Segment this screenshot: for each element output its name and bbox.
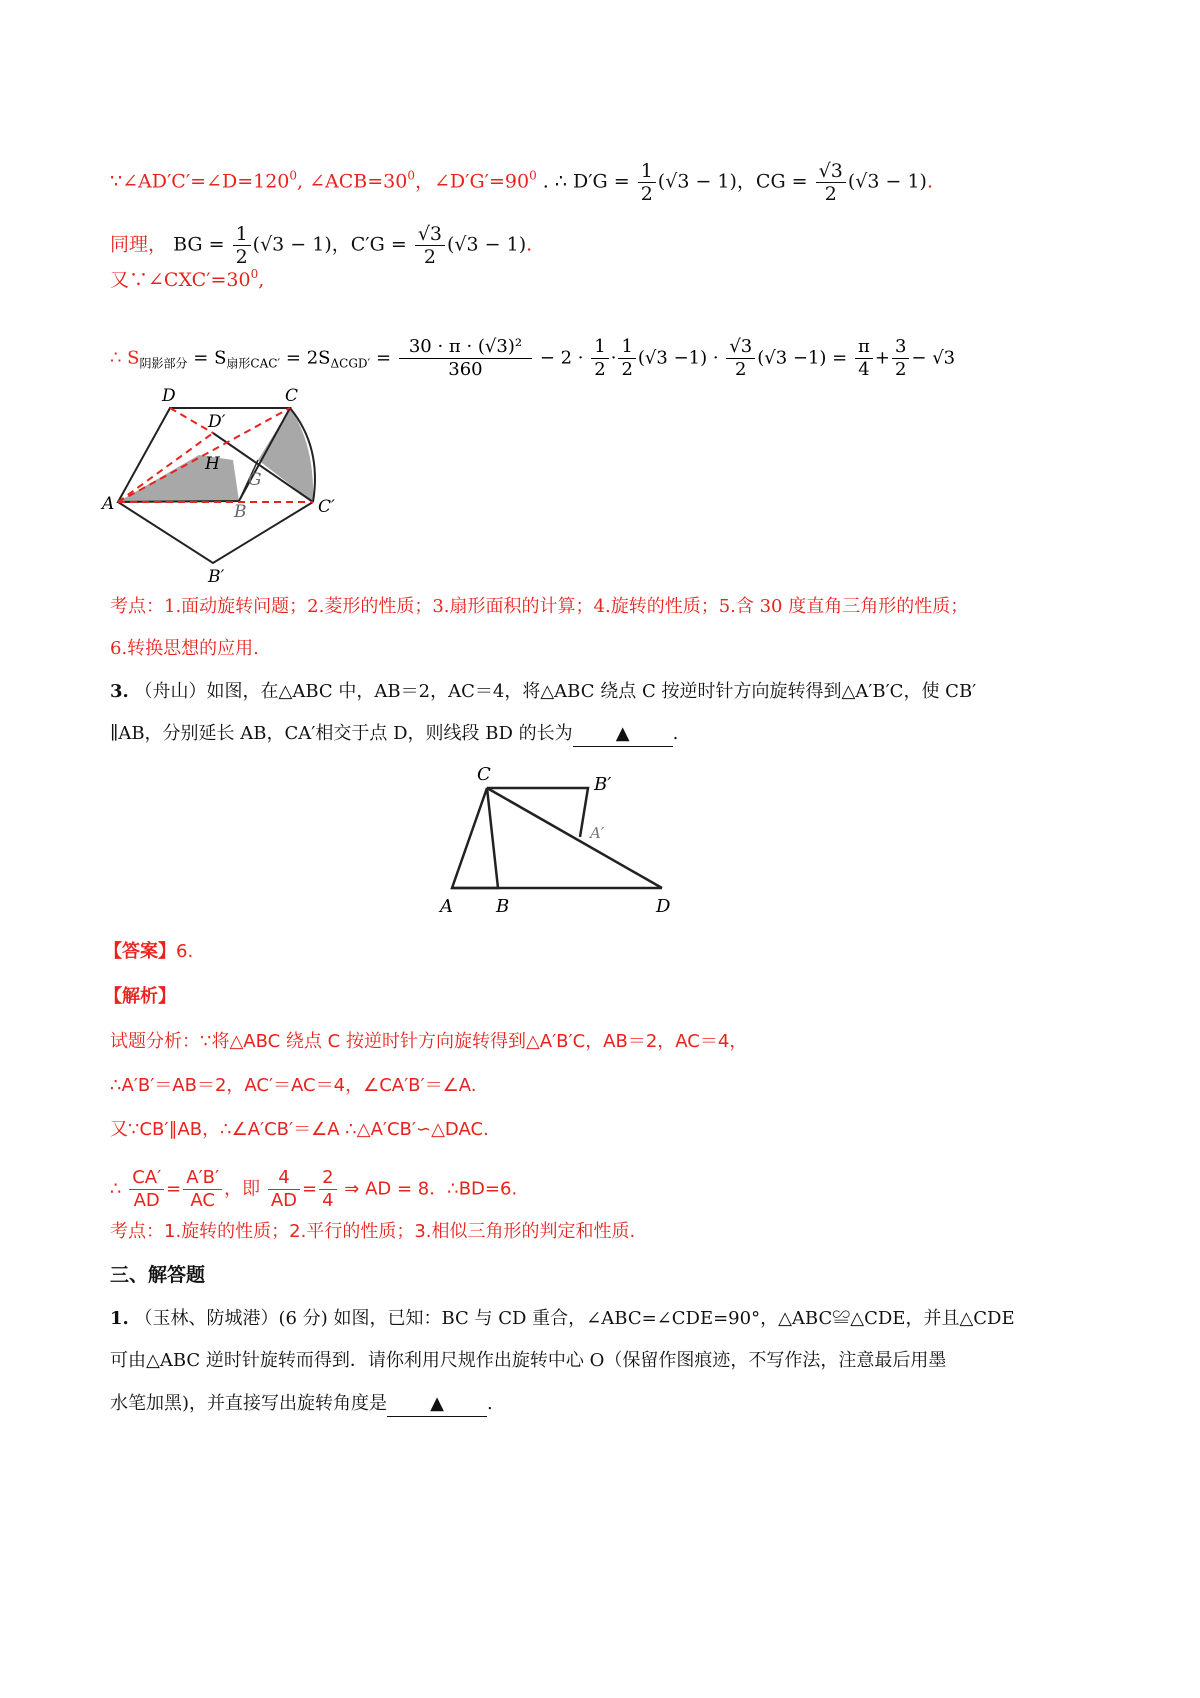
subscript: ΔCGD′ bbox=[330, 356, 371, 371]
proof-line-3 bbox=[110, 262, 264, 292]
label-D: D bbox=[162, 386, 176, 406]
text: ，∠D′G′=90 bbox=[415, 170, 530, 193]
text: ⇒ AD = 8．∴BD=6. bbox=[344, 1178, 518, 1200]
fraction-r3-2: $\frac{√3}{2}$ bbox=[415, 223, 445, 268]
label-A: A bbox=[102, 494, 115, 514]
text: . bbox=[487, 1393, 493, 1414]
subscript: 扇形CAC′ bbox=[226, 356, 281, 371]
fraction-3-2: $\frac{3}{2}$ bbox=[892, 336, 909, 381]
label-Ap: A′ bbox=[590, 824, 605, 842]
sup: 0 bbox=[529, 168, 537, 183]
label-H: H bbox=[205, 454, 220, 474]
proof-line-1: $\because\angle AD'C'=\angle D=120^0$, $\angle ACB=30^0$，$\angle D'G'=90^0$ . ∴ D′G = $\frac{1}{2}$ (√3 − 1)，CG = $\frac{√3}{2}$ (√3 − 1). bbox=[110, 160, 933, 205]
text: ∥AB，分别延长 AB，CA′相交于点 D，则线段 BD 的长为 bbox=[110, 723, 573, 744]
paren-term: (√3 − 1) bbox=[847, 170, 927, 193]
text: = bbox=[166, 1178, 182, 1200]
text: ，CG = bbox=[736, 170, 808, 193]
text: , bbox=[258, 269, 265, 291]
problem-number: 1. bbox=[110, 1308, 129, 1329]
text: ∴ bbox=[110, 1178, 122, 1200]
label-G: G bbox=[248, 470, 262, 490]
text: （舟山）如图，在△ABC 中，AB＝2，AC＝4，将△ABC 绕点 C 按逆时针方向旋转得到△A′B′C，使 CB′ bbox=[134, 681, 977, 702]
text: ，C′G = bbox=[331, 233, 407, 256]
problem-s1-line-2: 可由△ABC 逆时针旋转而得到．请你利用尺规作出旋转中心 O（保留作图痕迹，不写作法，注意最后用墨 bbox=[110, 1350, 947, 1371]
text: ，即 bbox=[224, 1178, 261, 1200]
label-Bp: B′ bbox=[594, 774, 612, 795]
problem-s1-line-3 bbox=[110, 1392, 493, 1417]
problem-3-line-2 bbox=[110, 722, 678, 747]
text: , ∠ACB=30 bbox=[297, 170, 408, 193]
text: = 2S bbox=[285, 347, 331, 369]
label-D: D bbox=[656, 896, 671, 917]
fraction-half: $\frac{1}{2}$ bbox=[591, 336, 608, 381]
fraction-half: $\frac{1}{2}$ bbox=[618, 336, 635, 381]
fraction-2-4: $\frac{2}{4}$ bbox=[319, 1167, 336, 1212]
label-B: B bbox=[234, 502, 247, 522]
fraction-4-AD: $\frac{4}{AD}$ bbox=[268, 1167, 300, 1212]
label-Cp: C′ bbox=[318, 497, 335, 517]
proof-line-2: 同理， BG = $\frac{1}{2}$ (√3 − 1)，C′G = $\frac{√3}{2}$ (√3 − 1). bbox=[110, 223, 533, 268]
kaodian-1-line-1: 考点：1.面动旋转问题；2.菱形的性质；3.扇形面积的计算；4.旋转的性质；5.含 30 度直角三角形的性质； bbox=[110, 596, 969, 617]
text: ∴ S bbox=[110, 347, 140, 369]
answer-line bbox=[104, 940, 193, 964]
text: = bbox=[376, 347, 392, 369]
label-Bp: B′ bbox=[208, 567, 225, 585]
text: + bbox=[874, 347, 890, 369]
fraction-half: $\frac{1}{2}$ bbox=[638, 160, 656, 205]
text: = S bbox=[193, 347, 227, 369]
text: 水笔加黑)，并直接写出旋转角度是 bbox=[110, 1393, 388, 1414]
kaodian-1-line-2: 6.转换思想的应用. bbox=[110, 638, 259, 659]
shaded-region-left bbox=[118, 455, 239, 502]
figure-rhombus-rotation bbox=[100, 385, 360, 585]
answer-label: 【答案】 bbox=[104, 941, 176, 962]
label-B: B bbox=[496, 896, 510, 917]
text: 又∵∠CXC′=30 bbox=[110, 269, 251, 291]
subscript: 阴影部分 bbox=[139, 356, 188, 371]
text: − √3 bbox=[911, 347, 956, 369]
fraction-sector: $\frac{\text{30 · π · (√3)²}}{360}$ bbox=[399, 336, 532, 381]
paren-term: (√3 − 1) bbox=[252, 233, 332, 256]
answer-value: 6. bbox=[176, 941, 194, 962]
fraction-ApBp-AC: $\frac{A'B'}{AC}$ bbox=[183, 1167, 222, 1212]
text: . bbox=[672, 723, 679, 744]
text: BG = bbox=[173, 233, 225, 256]
paren-term: (√3 − 1) bbox=[657, 170, 737, 193]
analysis-line-3: 又∵CB′∥AB，∴∠A′CB′＝∠A ∴△A′CB′∽△DAC. bbox=[110, 1119, 489, 1140]
label-A: A bbox=[440, 896, 453, 917]
text: (√3 −1) · bbox=[637, 347, 719, 369]
fraction-half: $\frac{1}{2}$ bbox=[233, 223, 251, 268]
label-Dp: D′ bbox=[208, 412, 226, 432]
analysis-line-4 bbox=[110, 1167, 517, 1212]
text: （玉林、防城港）(6 分) 如图，已知：BC 与 CD 重合，∠ABC=∠CDE=90°，△ABC≌△CDE，并且△CDE bbox=[134, 1308, 1015, 1329]
text: 同理， bbox=[110, 233, 168, 256]
rhombus-rotated-edges bbox=[118, 502, 313, 563]
dashed-D-Dp bbox=[170, 408, 213, 433]
analysis-line-2: ∴A′B′＝AB＝2，AC′＝AC＝4，∠CA′B′＝∠A. bbox=[110, 1075, 477, 1096]
analysis-line-1: 试题分析：∵将△ABC 绕点 C 按逆时针方向旋转得到△A′B′C，AB＝2，AC＝4， bbox=[110, 1031, 748, 1052]
problem-s1-line-1 bbox=[110, 1307, 1015, 1331]
fraction-pi-4: $\frac{\pi}{4}$ bbox=[855, 336, 873, 381]
text: 【解析】 bbox=[104, 986, 176, 1007]
figure-triangle-rotation bbox=[430, 760, 690, 925]
sup: 0 bbox=[407, 168, 415, 183]
fraction-CAp-AD: $\frac{CA'}{AD}$ bbox=[129, 1167, 164, 1212]
section-title: 三、解答题 bbox=[110, 1264, 206, 1286]
text: (√3 −1) = bbox=[757, 347, 848, 369]
proof-line-4: ∴ $S_{阴影部分} = S_{扇形CAC'} = 2S_{\Delta CGD'}$ = $\frac{\text{30 · π · (√3)²}}{360}$ − 2 · $\frac{1}{2}$ · $\frac{1}{2}$ (√3 −1) · $\frac{√3}{2}$ (√3 −1) = $\frac{\pi}{4}$ + $\frac{3}{2}$ − √3 bbox=[110, 336, 956, 380]
problem-number: 3. bbox=[110, 681, 129, 702]
analysis-label bbox=[104, 985, 176, 1009]
label-C: C bbox=[285, 386, 299, 406]
kaodian-2: 考点：1.旋转的性质；2.平行的性质；3.相似三角形的判定和性质. bbox=[110, 1221, 636, 1242]
paren-term: (√3 − 1) bbox=[447, 233, 527, 256]
text: − 2 · bbox=[539, 347, 584, 369]
label-C: C bbox=[477, 764, 491, 785]
fraction-r3-2: $\frac{√3}{2}$ bbox=[726, 336, 755, 381]
answer-blank: ▲ bbox=[573, 722, 673, 747]
triangle-ABC bbox=[452, 788, 498, 888]
sup: 0 bbox=[289, 168, 298, 183]
answer-blank: ▲ bbox=[387, 1392, 487, 1417]
fraction-r3-2: $\frac{√3}{2}$ bbox=[816, 160, 846, 205]
sup: 0 bbox=[250, 267, 259, 281]
text: ∵∠AD′C′=∠D=120 bbox=[110, 170, 290, 193]
problem-3-line-1 bbox=[110, 680, 976, 704]
text: . ∴ D′G = bbox=[542, 170, 630, 193]
line-C-D bbox=[487, 788, 662, 888]
text: = bbox=[302, 1178, 318, 1200]
